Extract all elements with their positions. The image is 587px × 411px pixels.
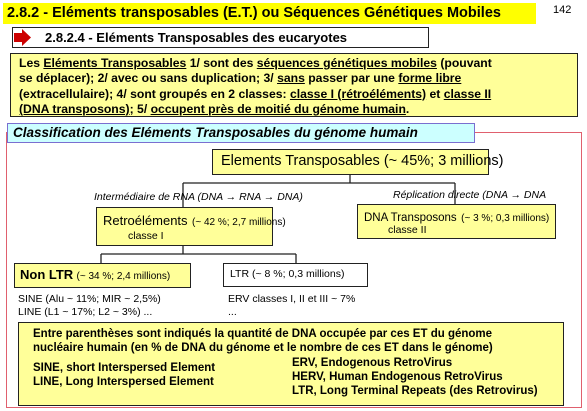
node-name: Non LTR <box>20 267 74 282</box>
section-title: 2.8.2 - Eléments transposables (E.T.) ou Séquences Génétiques Mobiles <box>3 3 536 24</box>
legend-line: LINE, Long Interspersed Element <box>33 376 214 388</box>
legend-erv: ERV, Endogenous RetroVirus <box>292 357 453 369</box>
intro-line-3: (extracellulaire); 4/ sont groupés en 2 classes: classe I (rétroéléments) et classe II <box>19 86 492 101</box>
node-dna-transposons <box>357 204 556 239</box>
node-retroelements <box>96 207 286 246</box>
label-dna-path: Réplication directe (DNA → DNA <box>393 189 547 201</box>
leaf-erv: ERV classes I, II et III ~ 7% <box>228 293 356 305</box>
node-detail: (~ 3 %; 0,3 millions) <box>461 213 550 224</box>
subsection-title: 2.8.2.4 - Eléments Transposables des eucaryotes <box>12 27 429 48</box>
node-name: DNA Transposons <box>364 212 457 224</box>
legend-note-1: Entre parenthèses sont indiqués la quantité de DNA occupée par ces ET du génome <box>33 328 493 340</box>
legend-sine: SINE, short Interspersed Element <box>33 362 216 374</box>
legend-ltr: LTR, Long Terminal Repeats (des Retrovirus) <box>292 385 538 397</box>
node-elements-transposables <box>212 149 504 175</box>
label-rna-path: Intermédiaire de RNA (DNA → RNA → DNA) <box>94 191 303 203</box>
node-name: LTR <box>230 268 250 280</box>
legend-herv: HERV, Human Endogenous RetroVirus <box>292 371 503 383</box>
leaf-sine: SINE (Alu ~ 11%; MIR ~ 2,5%) <box>18 293 161 305</box>
node-detail: (~ 45%; 3 millions) <box>383 153 504 169</box>
legend-note-2: nucléaire humain (en % de DNA du génome et le nombre de ces ET dans le génome) <box>33 342 493 354</box>
leaf-line: LINE (L1 ~ 17%; L2 ~ 3%) ... <box>18 306 153 318</box>
intro-line-1: Les Eléments Transposables 1/ sont des séquences génétiques mobiles (pouvant <box>19 56 492 70</box>
classification-title: Classification des Eléments Transposables du génome humain <box>7 123 475 143</box>
node-detail: (~ 8 %; 0,3 millions) <box>251 268 345 280</box>
node-non-ltr <box>14 263 191 288</box>
leaf-ellipsis: ... <box>228 306 237 318</box>
page-number: 142 <box>553 4 572 16</box>
intro-line-2: se déplacer); 2/ avec ou sans duplication; 3/ sans passer par une forme libre <box>19 71 462 86</box>
node-class: classe II <box>388 224 427 236</box>
node-name: Elements Transposables <box>221 153 380 169</box>
node-detail: (~ 34 %; 2,4 millions) <box>76 271 171 282</box>
node-detail: (~ 42 %; 2,7 millions) <box>192 217 286 228</box>
node-class: classe I <box>128 230 164 242</box>
node-name: Retroéléments <box>103 213 188 228</box>
intro-line-4: (DNA transposons); 5/ occupent près de moitié du génome humain. <box>19 101 410 116</box>
node-ltr <box>223 263 368 287</box>
legend-box <box>18 322 564 406</box>
